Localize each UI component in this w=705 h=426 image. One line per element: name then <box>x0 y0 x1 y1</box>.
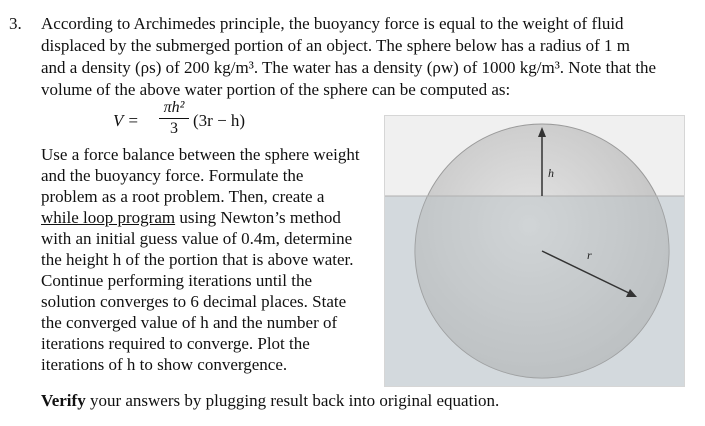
formula-lhs: V = <box>113 111 139 130</box>
task-line: problem as a root problem. Then, create a <box>41 187 325 206</box>
task-line: iterations of h to show convergence. <box>41 355 288 374</box>
task-line: Use a force balance between the sphere weight <box>41 145 360 164</box>
task-line: with an initial guess value of 0.4m, determine <box>41 229 353 248</box>
intro-line: displaced by the submerged portion of an object. The sphere below has a radius of 1 m <box>41 36 631 55</box>
problem-number: 3. <box>9 14 22 33</box>
task-line: the converged value of h and the number of <box>41 313 338 332</box>
intro-line: volume of the above water portion of the sphere can be computed as: <box>41 80 511 99</box>
task-line-tail: using Newton’s method <box>175 208 341 227</box>
sphere-diagram <box>385 116 684 386</box>
formula-rest: (3r − h) <box>193 111 246 130</box>
task-line <box>41 207 341 228</box>
task-line: and the buoyancy force. Formulate the <box>41 166 304 185</box>
volume-formula <box>113 98 273 142</box>
sphere-figure <box>384 115 685 387</box>
formula-fraction <box>157 98 191 139</box>
radius-label: r <box>587 248 592 262</box>
task-line: iterations required to converge. Plot the <box>41 334 310 353</box>
underlined-phrase: while loop program <box>41 208 176 227</box>
intro-line: and a density (ρs) of 200 kg/m³. The water has a density (ρw) of 1000 kg/m³. Note that the <box>41 58 657 77</box>
task-line: Continue performing iterations until the <box>41 271 313 290</box>
verify-rest: your answers by plugging result back into original equation. <box>85 391 500 410</box>
formula-numerator: πh² <box>163 99 185 116</box>
intro-line: According to Archimedes principle, the buoyancy force is equal to the weight of fluid <box>41 14 624 33</box>
formula-denominator: 3 <box>170 120 178 137</box>
task-line: solution converges to 6 decimal places. State <box>41 292 347 311</box>
task-line: the height h of the portion that is above water. <box>41 250 354 269</box>
verify-line <box>41 390 499 411</box>
verify-bold: Verify <box>41 391 86 410</box>
height-label: h <box>548 166 554 180</box>
